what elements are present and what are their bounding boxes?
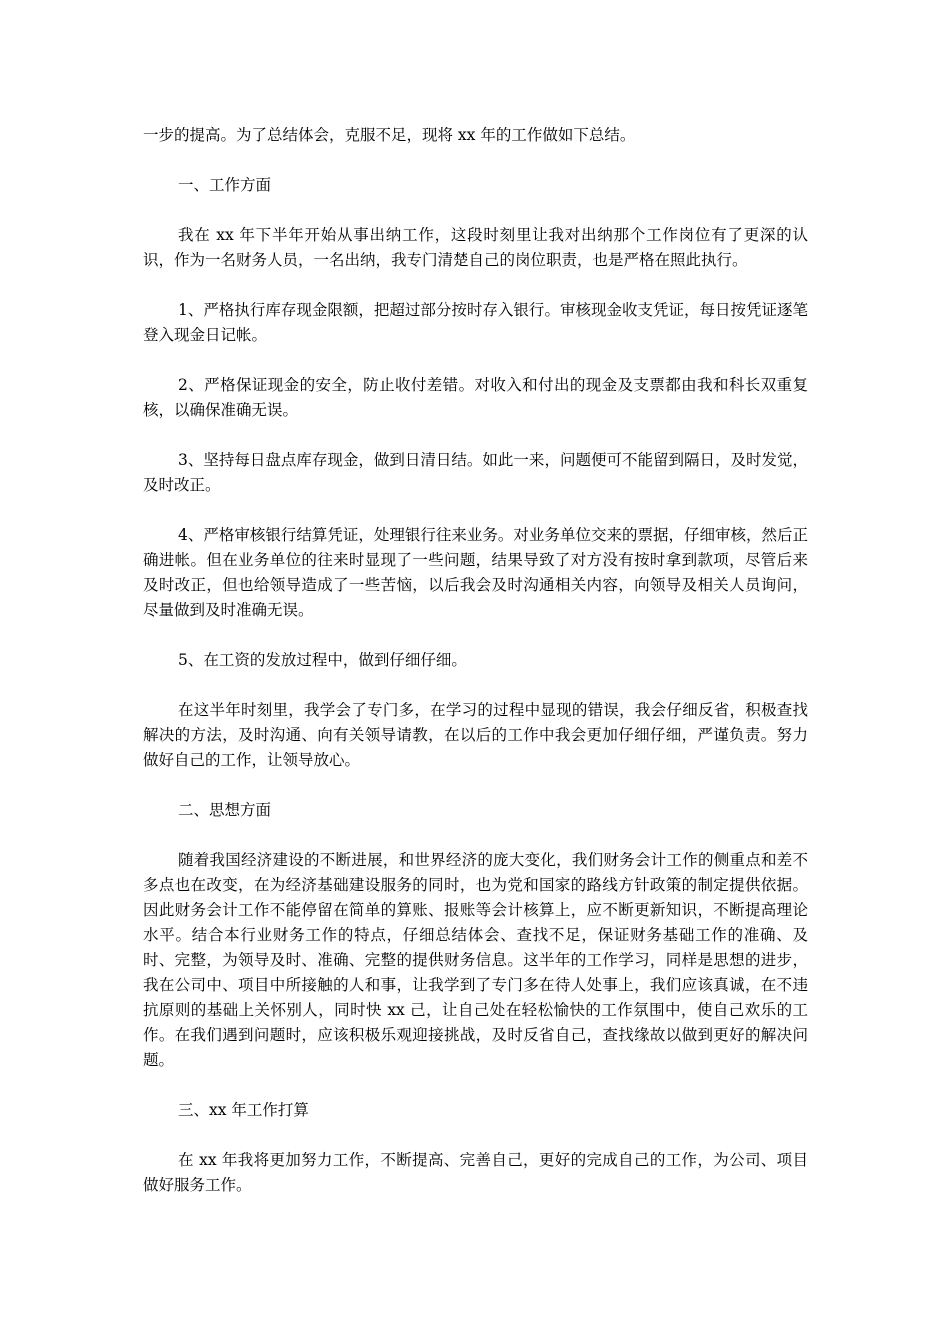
- paragraph-plan-body: 在 xx 年我将更加努力工作，不断提高、完善自己，更好的完成自己的工作，为公司、项目做好服务工作。: [143, 1151, 808, 1194]
- paragraph-thought-body: 随着我国经济建设的不断进展，和世界经济的庞大变化，我们财务会计工作的侧重点和差不多点也在改变，在为经济基础建设服务的同时，也为党和国家的路线方针政策的制定提供依据。因此财务会计工作不能停留在简单的算账、报账等会计核算上，应不断更新知识，不断提高理论水平。结合本行业财务工作的特点，仔细总结体会、查找不足，保证财务基础工作的准确、及时、完整，为领导及时、准确、完整的提供财务信息。这半年的工作学习，同样是思想的进步，我在公司中、项目中所接触的人和事，让我学到了专门多在待人处事上，我们应该真诚，在不违抗原则的基础上关怀别人，同时快 xx 己，让自己处在轻松愉快的工作氛围中，使自己欢乐的工作。在我们遇到问题时，应该积极乐观迎接挑战，及时反省自己，查找缘故以做到更好的解决问题。: [143, 851, 808, 1069]
- section-heading-work: 一、工作方面: [178, 176, 272, 194]
- paragraph-item-3: 3、坚持每日盘点库存现金，做到日清日结。如此一来，问题便可不能留到隔日，及时发觉，及时改正。: [143, 451, 808, 494]
- paragraph-work-overview: 我在 xx 年下半年开始从事出纳工作，这段时刻里让我对出纳那个工作岗位有了更深的认识，作为一名财务人员，一名出纳，我专门清楚自己的岗位职责，也是严格在照此执行。: [143, 226, 808, 269]
- paragraph-item-1: 1、严格执行库存现金限额，把超过部分按时存入银行。审核现金收支凭证，每日按凭证逐笔登入现金日记帐。: [143, 301, 808, 344]
- paragraph-intro-continuation: 一步的提高。为了总结体会，克服不足，现将 xx 年的工作做如下总结。: [143, 126, 636, 144]
- paragraph-item-5: 5、在工资的发放过程中，做到仔细仔细。: [178, 651, 467, 669]
- section-heading-thought: 二、思想方面: [178, 801, 272, 819]
- paragraph-work-summary: 在这半年时刻里，我学会了专门多，在学习的过程中显现的错误，我会仔细反省，积极查找解决的方法，及时沟通、向有关领导请教，在以后的工作中我会更加仔细仔细，严谨负责。努力做好自己的工作，让领导放心。: [143, 701, 808, 769]
- paragraph-item-2: 2、严格保证现金的安全，防止收付差错。对收入和付出的现金及支票都由我和科长双重复核，以确保准确无误。: [143, 376, 808, 419]
- document-body: [143, 123, 808, 1223]
- section-heading-plan: 三、xx 年工作打算: [178, 1101, 309, 1119]
- paragraph-item-4: 4、严格审核银行结算凭证，处理银行往来业务。对业务单位交来的票据，仔细审核，然后正确进帐。但在业务单位的往来时显现了一些问题，结果导致了对方没有按时拿到款项，尽管后来及时改正，但也给领导造成了一些苦恼，以后我会及时沟通相关内容，向领导及相关人员询问，尽量做到及时准确无误。: [143, 526, 808, 619]
